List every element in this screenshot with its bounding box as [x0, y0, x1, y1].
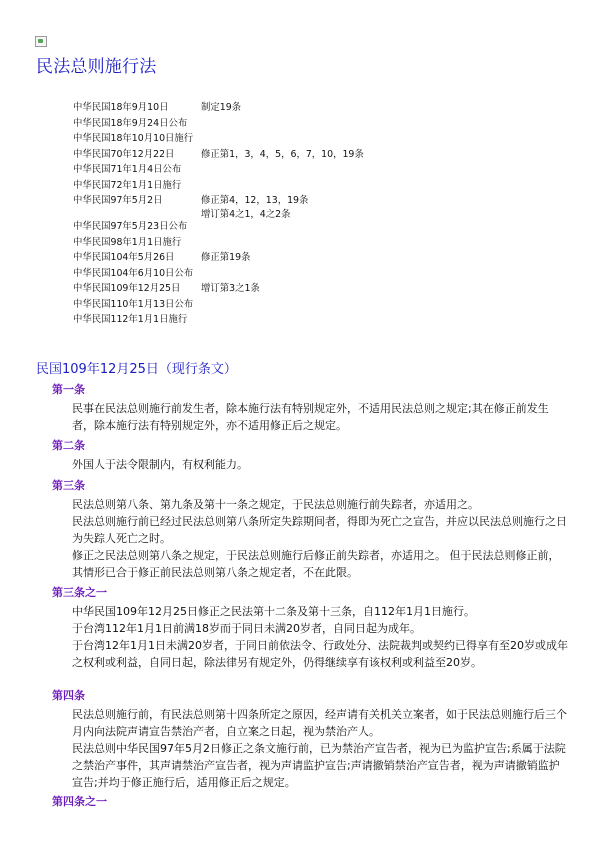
- history-date: 中华民国109年12月25日: [73, 283, 181, 294]
- history-action-line: 修正第4，12，13，19条: [201, 195, 309, 206]
- history-date: 中华民国70年12月22日: [73, 148, 175, 160]
- article-body: [72, 400, 568, 434]
- article-title: 第四条之一: [52, 795, 107, 808]
- article-title: 第三条: [52, 479, 85, 492]
- article-paragraph: 民法总则施行前，有民法总则第十四条所定之原因，经声请有关机关立案者，如于民法总则施行后三个月内向法院声请宣告禁治产者，自立案之日起，视为禁治产人。: [72, 708, 567, 738]
- history-date: 中华民国18年9月10日: [73, 102, 169, 113]
- history-date: 中华民国110年1月13日公布: [73, 298, 194, 310]
- article-paragraph: 民法总则中华民国97年5月2日修正之条文施行前，已为禁治产宣告者，视为已为监护宣告;系属于法院之禁治产事件，其声请禁治产宣告者，视为声请监护宣告;声请撤销禁治产宣告者，视为声请撤销监护宣告;并均于修正施行后，适用修正后之规定。: [72, 742, 566, 789]
- history-date: 中华民国18年9月24日公布: [73, 117, 188, 129]
- article-paragraph: 修正之民法总则第八条之规定，于民法总则施行后修正前失踪者，亦适用之。 但于民法总则修正前，其情形已合于修正前民法总则第八条之规定者，不在此限。: [72, 549, 560, 579]
- history-date: 中华民国104年5月26日: [73, 252, 175, 263]
- history-date: 中华民国71年1月4日公布: [73, 164, 182, 175]
- article-body: [72, 496, 568, 581]
- article-body: [72, 456, 568, 473]
- history-date: 中华民国97年5月2日: [73, 195, 163, 206]
- article-paragraph: 民法总则施行前已经过民法总则第八条所定失踪期间者，得即为死亡之宣告，并应以民法总则施行之日为失踪人死亡之时。: [72, 515, 567, 545]
- article-title: 第二条: [52, 439, 85, 452]
- article-body: [72, 706, 568, 791]
- history-date: 中华民国98年1月1日施行: [73, 236, 182, 248]
- article-paragraph: 中华民国109年12月25日修正之民法第十二条及第十三条，自112年1月1日施行。: [72, 605, 475, 618]
- article-body: [72, 603, 568, 671]
- article-paragraph: 民法总则第八条、第九条及第十一条之规定，于民法总则施行前失踪者，亦适用之。: [72, 498, 479, 511]
- version-heading: 民国109年12月25日（现行条文）: [36, 362, 237, 377]
- broken-image-icon: [35, 36, 47, 47]
- history-date: 中华民国18年10月10日施行: [73, 133, 194, 144]
- history-action: 修正第19条: [201, 252, 251, 263]
- article-paragraph: 外国人于法令限制内，有权利能力。: [72, 458, 248, 471]
- history-action: 制定19条: [201, 102, 242, 113]
- history-action: 增订第3之1条: [201, 283, 260, 294]
- article-paragraph: 于台湾112年1月1日前满18岁而于同日未满20岁者，自同日起为成年。: [72, 622, 421, 635]
- history-action: [201, 193, 308, 221]
- page-title: 民法总则施行法: [36, 57, 157, 77]
- article-title: 第四条: [52, 689, 85, 702]
- history-date: 中华民国112年1月1日施行: [73, 314, 188, 325]
- article-title: 第一条: [52, 383, 85, 396]
- article-paragraph: 于台湾12年1月1日未满20岁者，于同日前依法令、行政处分、法院裁判或契约已得享有至20岁或成年之权利或利益，自同日起，除法律另有规定外，仍得继续享有该权利或利益至20岁。: [72, 639, 568, 669]
- article-paragraph: 民事在民法总则施行前发生者，除本施行法有特别规定外，不适用民法总则之规定;其在修正前发生者，除本施行法有特别规定外，亦不适用修正后之规定。: [72, 402, 549, 432]
- history-action: 修正第1，3，4，5，6，7，10，19条: [201, 148, 364, 160]
- history-date: 中华民国72年1月1日施行: [73, 179, 182, 191]
- history-date: 中华民国104年6月10日公布: [73, 267, 194, 279]
- article-title: 第三条之一: [52, 586, 107, 599]
- history-date: 中华民国97年5月23日公布: [73, 221, 188, 232]
- history-action-line: 增订第4之1，4之2条: [201, 208, 291, 220]
